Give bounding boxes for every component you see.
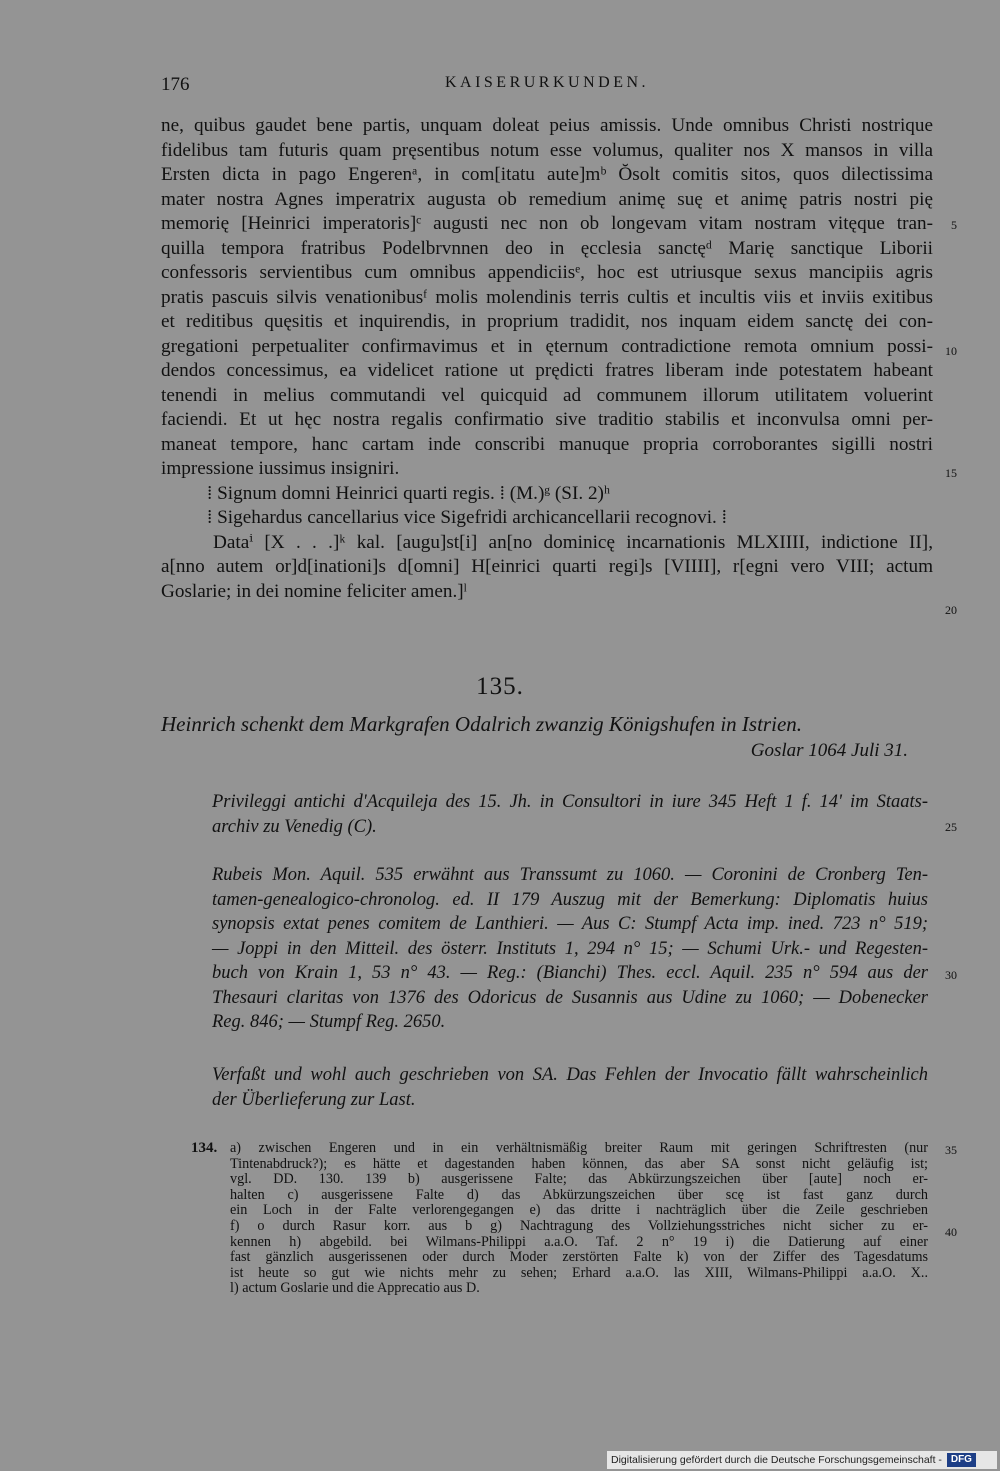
text-line: pratis pascuis silvis venationibusᶠ molis molendinis terris cultis et incultis viis et inviis exitibus: [161, 286, 933, 308]
line-number: 5: [951, 218, 957, 232]
footnote-line: Tintenabdruck?); es hätte et dagestanden haben können, das aber SA sonst nicht geläufig ist;: [230, 1155, 928, 1172]
footer-text: Digitalisierung gefördert durch die Deutsche Forschungsgemeinschaft -: [611, 1454, 942, 1466]
footnotes: [192, 1141, 928, 1297]
line-number: 35: [945, 1143, 957, 1157]
text-line: et reditibus quęsitis et inquirendis, in proprium tradidit, nos inquam eidem sanctę dei con-: [161, 311, 933, 332]
literature-line: Reg. 846; — Stumpf Reg. 2650.: [212, 1012, 446, 1032]
line-number: 20: [945, 603, 957, 617]
footnote-line: vgl. DD. 130. 139 b) ausgerissene Falte; das Abkürzungszeichen über [aute] noch er-: [230, 1171, 928, 1188]
signum-line: ⁞ Signum domni Heinrici quarti regis. ⁞ (M.)ᵍ (SI. 2)ʰ: [207, 482, 611, 504]
footnote-line: kennen h) abgebild. bei Wilmans-Philippi a.a.O. Taf. 2 n° 19 i) die Datierung auf einer: [230, 1233, 928, 1250]
page-number: 176: [161, 74, 190, 95]
footnote-line: ist heute so gut wie nichts mehr zu sehen; Erhard a.a.O. las XIII, Wilmans-Philippi a.a.O. X..: [230, 1264, 928, 1281]
text-line: mater nostra Agnes imperatrix augusta ob remedium animę suę et animę patris nostri pię: [161, 188, 933, 210]
text-line: quilla tempora fratribus Podelbrvnnen deo in ęcclesia sanctęᵈ Marię sanctique Liborii: [161, 237, 933, 259]
notes-label: 134.: [191, 1140, 218, 1156]
dating-line: Goslarie; in dei nomine feliciter amen.]ˡ: [161, 580, 467, 602]
dating-line: Dataⁱ [X . . .]ᵏ kal. [augu]st[i] an[no dominicę incarnationis MLXIIII, indictione II],: [213, 531, 933, 553]
literature-line: synopsis extat penes comitem de Lanthieri. — Aus C: Stumpf Acta imp. ined. 723 n° 519;: [212, 914, 928, 934]
line-number: 25: [945, 820, 957, 834]
text-line: memorię [Heinrici imperatoris]ᶜ augusti nec non ob longevam vitam nostram vitęque tran-: [161, 213, 933, 234]
literature-line: — Joppi in den Mitteil. des österr. Instituts 1, 294 n° 15; — Schumi Urk.- und Regesten-: [212, 938, 928, 959]
literature-line: Thesauri claritas von 1376 des Odoricus de Susannis aus Udine zu 1060; — Dobenecker: [212, 987, 928, 1008]
text-line: confessoris servientibus cum omnibus appendiciisᵉ, hoc est utriusque sexus mancipiis agris: [161, 262, 933, 283]
page-header: [161, 74, 933, 104]
text-line: tenendi in melius commutandi vel quicquid ad communem illorum utilitatem voluerint: [161, 384, 933, 406]
remark-line: Verfaßt und wohl auch geschrieben von SA. Das Fehlen der Invocatio fällt wahrscheinlich: [212, 1065, 928, 1085]
remark-section: [212, 1063, 928, 1112]
source-section: [212, 790, 928, 839]
line-number: 40: [945, 1225, 957, 1239]
footnote-text: a) zwischen Engeren und in ein verhältnismäßig breiter Raum mit geringen Schriftresten (nur: [230, 1140, 928, 1156]
footnote-line: fast gänzlich ausgerissenen oder durch Moder zerstörten Falte k) von der Ziffer des Tagesdatums: [230, 1249, 928, 1266]
text-line: Ersten dicta in pago Engerenᵃ, in com[itatu aute]mᵇ Ŏsolt comitis sitos, quos dilectissima: [161, 164, 933, 185]
text-line: dendos concessimus, ea videlicet ratione ut prędicti fratres liberam inde potestatem habeant: [161, 360, 933, 381]
line-number: 30: [945, 968, 957, 982]
text-line: gregationi perpetualiter confirmavimus et in ęternum contradictione remota omnium possi-: [161, 335, 933, 357]
footnote-line: halten c) ausgerissene Falte d) das Abkürzungszeichen über scę ist fast ganz durch: [230, 1186, 928, 1203]
dfg-logo: DFG: [947, 1453, 976, 1467]
running-title: KAISERURKUNDEN.: [444, 74, 650, 91]
dating-line: a[nno autem or]d[inationi]s d[omni] H[einrici quarti regi]s [VIIII], r[egni vero VIII; actum: [161, 556, 933, 577]
recognition-line: ⁞ Sigehardus cancellarius vice Sigefridi archicancellarii recognovi. ⁞: [207, 507, 727, 528]
document-number: 135.: [476, 673, 524, 700]
charter-text: [161, 114, 933, 604]
footnote-line: ein Loch in der Falte verlorengegangen e) das dritte i nachträglich über die Zeile geschrieben: [230, 1202, 928, 1219]
literature-line: buch von Krain 1, 53 n° 43. — Reg.: (Bianchi) Thes. eccl. Aquil. 235 n° 594 aus der: [212, 963, 928, 983]
remark-line: der Überlieferung zur Last.: [212, 1089, 416, 1110]
text-line: ne, quibus gaudet bene partis, unquam doleat peius amissis. Unde omnibus Christi nostrique: [161, 115, 933, 136]
footnote-line: l) actum Goslarie und die Apprecatio aus D.: [230, 1280, 480, 1297]
text-line: fidelibus tam futuris quam pręsentibus notum esse volumus, qualiter nos X mansos in villa: [161, 139, 933, 161]
source-line: Privileggi antichi d'Acquileja des 15. Jh. in Consultori in iure 345 Heft 1 f. 14' im Staats-: [212, 792, 928, 812]
literature-section: [212, 863, 928, 1035]
literature-line: Rubeis Mon. Aquil. 535 erwähnt aus Transsumt zu 1060. — Coronini de Cronberg Ten-: [212, 865, 928, 885]
place-date: Goslar 1064 Juli 31.: [750, 740, 908, 761]
document-title: Heinrich schenkt dem Markgrafen Odalrich zwanzig Königshufen in Istrien.: [161, 712, 803, 736]
source-line: archiv zu Venedig (C).: [212, 816, 377, 837]
footnote-line: f) o durch Rasur korr. aus b g) Nachtragung des Vollziehungsstriches nicht sicher zu er-: [230, 1217, 928, 1234]
footnote-line: [192, 1141, 928, 1157]
text-line: maneat tempore, hanc cartam inde conscribi manuque propria corroborantes sigilli nostri: [161, 433, 933, 455]
line-number: 15: [945, 466, 957, 480]
digitization-footer: [607, 1451, 997, 1469]
literature-line: tamen-genealogico-chronolog. ed. II 179 Auszug mit der Bemerkung: Diplomatis huius: [212, 889, 928, 910]
line-number: 10: [945, 344, 957, 358]
text-line: impressione iussimus insigniri.: [161, 458, 400, 479]
text-line: faciendi. Et ut hęc nostra regalis confirmatio sive traditio stabilis et inconvulsa omni per-: [161, 409, 933, 430]
